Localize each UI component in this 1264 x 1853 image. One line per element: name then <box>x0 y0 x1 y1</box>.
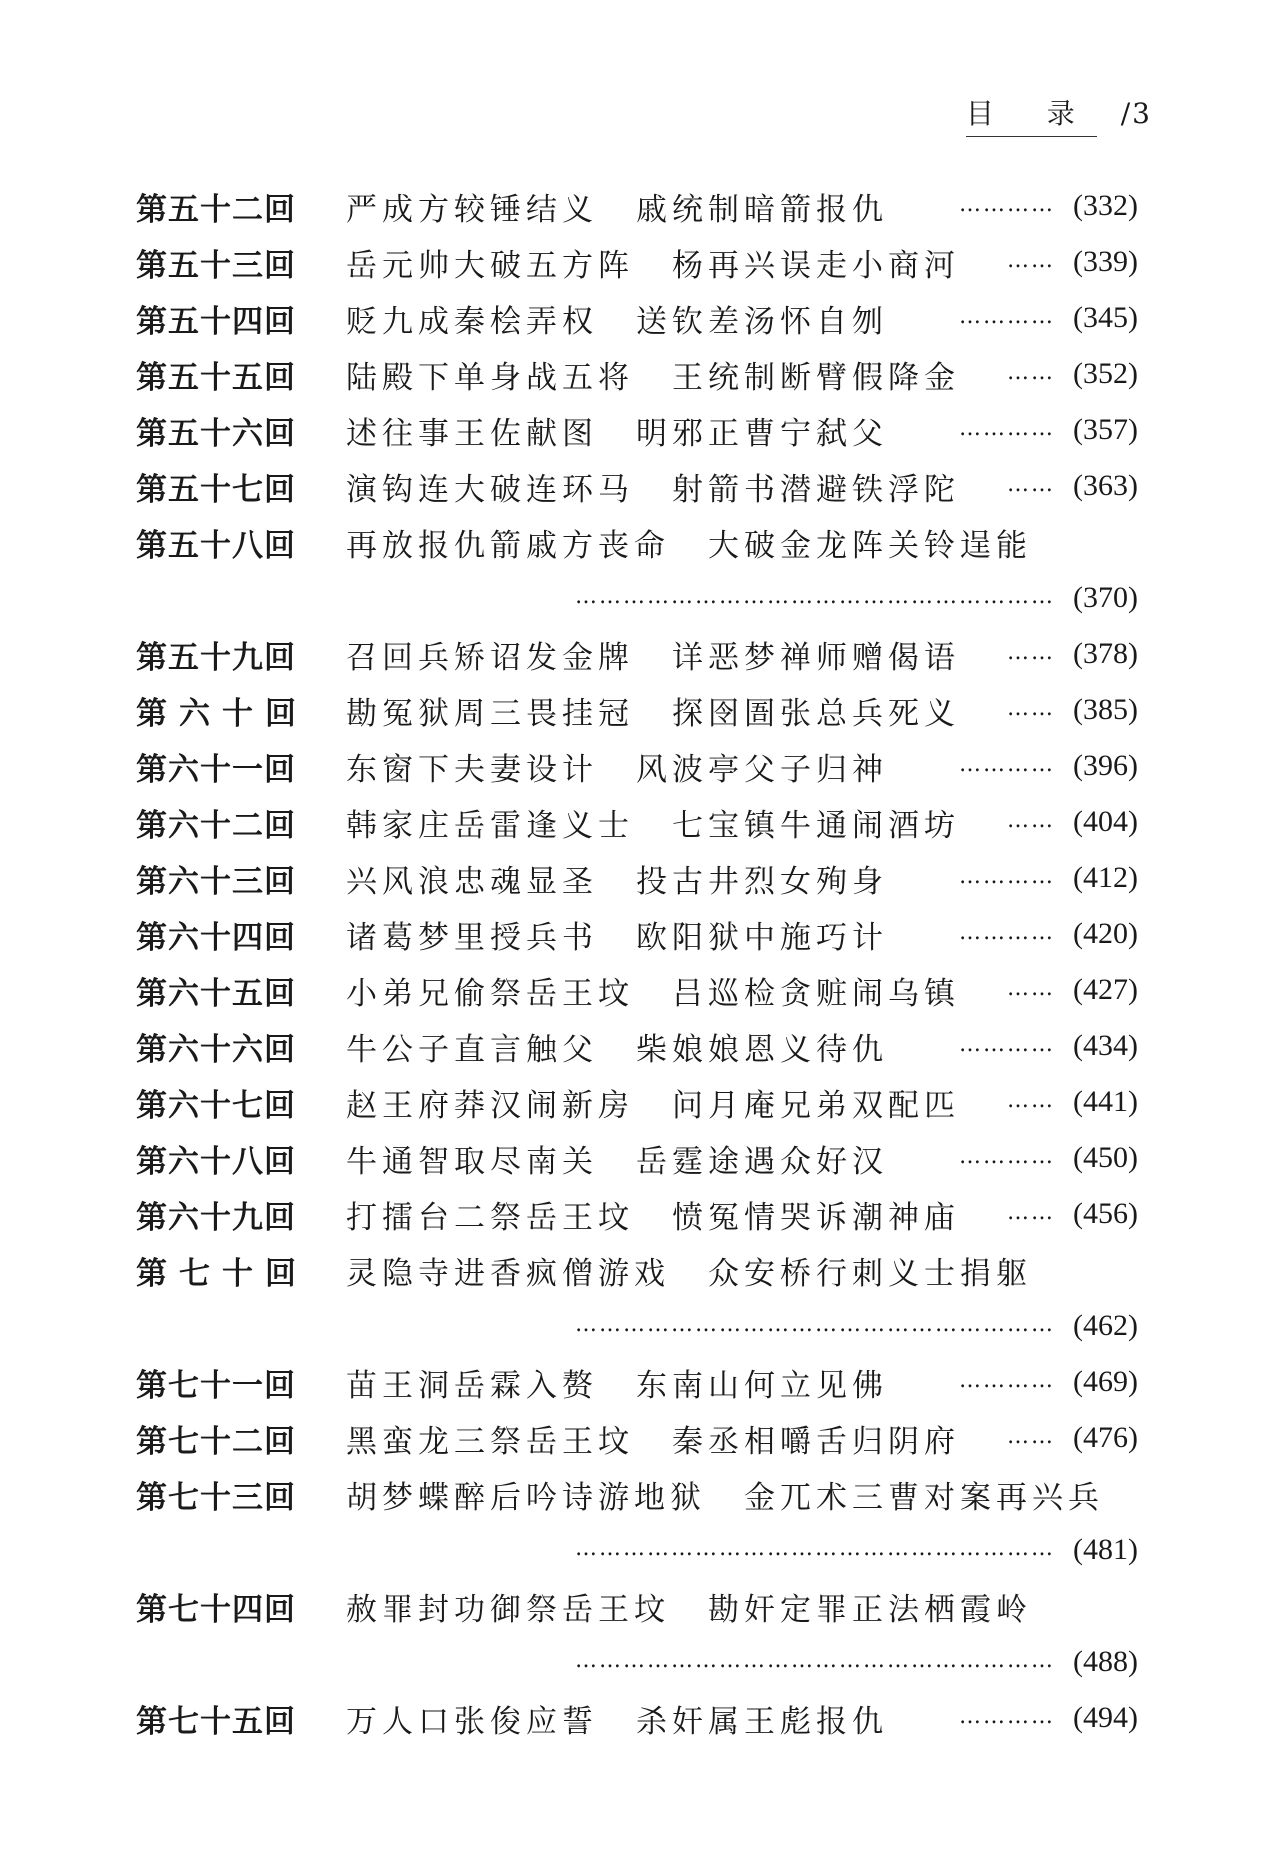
leader-dots: …… <box>1007 471 1056 497</box>
chapter-number: 第五十九回 <box>136 639 296 676</box>
page-ref: (481) <box>1073 1533 1138 1566</box>
leader-dots: …… <box>1007 695 1056 721</box>
chapter-title-1: 苗王洞岳霖入赘 <box>346 1367 598 1404</box>
chapter-title-2: 王统制断臂假降金 <box>672 359 960 396</box>
toc-entry[interactable] <box>136 514 1138 626</box>
chapter-number: 第七十二回 <box>136 1423 296 1460</box>
page-ref: (404) <box>1073 805 1138 838</box>
chapter-title-1: 打擂台二祭岳王坟 <box>346 1199 634 1236</box>
page-ref: (363) <box>1073 469 1138 502</box>
page-ref: (352) <box>1073 357 1138 390</box>
toc-entry[interactable] <box>136 1242 1138 1354</box>
chapter-title-2: 金兀术三曹对案再兴兵 <box>744 1479 1104 1516</box>
chapter-number: 第六十二回 <box>136 807 296 844</box>
page-ref: (456) <box>1073 1197 1138 1230</box>
chapter-number: 第五十七回 <box>136 471 296 508</box>
chapter-title-1: 牛通智取尽南关 <box>346 1143 598 1180</box>
chapter-title-1: 胡梦蝶醉后吟诗游地狱 <box>346 1479 706 1516</box>
leader-dots: …… <box>1007 975 1056 1001</box>
chapter-title-1: 述往事王佐献图 <box>346 415 598 452</box>
chapter-number: 第六十三回 <box>136 863 296 900</box>
chapter-title-1: 岳元帅大破五方阵 <box>346 247 634 284</box>
leader-dots: …… <box>1007 1199 1056 1225</box>
chapter-number: 第六十七回 <box>136 1087 296 1124</box>
toc-entry[interactable] <box>136 290 1138 346</box>
chapter-title-2: 送钦差汤怀自刎 <box>636 303 888 340</box>
chapter-title-1: 勘冤狱周三畏挂冠 <box>346 695 634 732</box>
table-of-contents <box>136 178 1138 1746</box>
chapter-title-1: 诸葛梦里授兵书 <box>346 919 598 956</box>
page-ref: (427) <box>1073 973 1138 1006</box>
page-ref: (469) <box>1073 1365 1138 1398</box>
toc-entry[interactable] <box>136 626 1138 682</box>
chapter-title-2: 杀奸属王彪报仇 <box>636 1703 888 1740</box>
leader-dots: ………… <box>959 303 1056 329</box>
chapter-number: 第五十二回 <box>136 191 296 228</box>
leader-dots: …… <box>1007 639 1056 665</box>
chapter-title-1: 小弟兄偷祭岳王坟 <box>346 975 634 1012</box>
leader-dots: ………… <box>959 751 1056 777</box>
chapter-title-2: 射箭书潜避铁浮陀 <box>672 471 960 508</box>
page-number: /3 <box>1120 97 1152 130</box>
chapter-title-2: 详恶梦禅师赠偈语 <box>672 639 960 676</box>
toc-entry[interactable] <box>136 1410 1138 1466</box>
chapter-title-2: 明邪正曹宁弑父 <box>636 415 888 452</box>
chapter-title-1: 东窗下夫妻设计 <box>346 751 598 788</box>
leader-dots: ………… <box>959 1143 1056 1169</box>
toc-entry[interactable] <box>136 1018 1138 1074</box>
page-ref: (462) <box>1073 1309 1138 1342</box>
chapter-number: 第六十回 <box>136 695 308 732</box>
chapter-title-2: 杨再兴误走小商河 <box>672 247 960 284</box>
page-ref: (420) <box>1073 917 1138 950</box>
toc-entry[interactable] <box>136 850 1138 906</box>
page-ref: (488) <box>1073 1645 1138 1678</box>
toc-entry[interactable] <box>136 738 1138 794</box>
toc-entry[interactable] <box>136 458 1138 514</box>
leader-dots: ………… <box>959 1367 1056 1393</box>
chapter-number: 第五十四回 <box>136 303 296 340</box>
chapter-title-2: 勘奸定罪正法栖霞岭 <box>708 1591 1032 1628</box>
chapter-number: 第五十五回 <box>136 359 296 396</box>
page-ref: (476) <box>1073 1421 1138 1454</box>
chapter-title-2: 戚统制暗箭报仇 <box>636 191 888 228</box>
chapter-number: 第六十八回 <box>136 1143 296 1180</box>
toc-entry[interactable] <box>136 402 1138 458</box>
leader-dots: …………………………………………………… <box>575 1311 1056 1337</box>
leader-dots: ………… <box>959 919 1056 945</box>
chapter-title-2: 秦丞相嚼舌归阴府 <box>672 1423 960 1460</box>
chapter-title-1: 黑蛮龙三祭岳王坟 <box>346 1423 634 1460</box>
chapter-title-2: 愤冤情哭诉潮神庙 <box>672 1199 960 1236</box>
leader-dots: …… <box>1007 807 1056 833</box>
toc-entry[interactable] <box>136 1578 1138 1690</box>
chapter-number: 第六十九回 <box>136 1199 296 1236</box>
chapter-number: 第七十一回 <box>136 1367 296 1404</box>
chapter-title-1: 严成方较锤结义 <box>346 191 598 228</box>
leader-dots: ………… <box>959 415 1056 441</box>
leader-dots: ………… <box>959 1703 1056 1729</box>
page-ref: (412) <box>1073 861 1138 894</box>
chapter-title-2: 众安桥行刺义士捐躯 <box>708 1255 1032 1292</box>
chapter-title-2: 大破金龙阵关铃逞能 <box>708 527 1032 564</box>
leader-dots: …………………………………………………… <box>575 583 1056 609</box>
chapter-title-2: 投古井烈女殉身 <box>636 863 888 900</box>
page-ref: (441) <box>1073 1085 1138 1118</box>
toc-entry[interactable] <box>136 1130 1138 1186</box>
chapter-number: 第六十四回 <box>136 919 296 956</box>
page-ref: (378) <box>1073 637 1138 670</box>
toc-entry[interactable] <box>136 1074 1138 1130</box>
page-ref: (339) <box>1073 245 1138 278</box>
leader-dots: …… <box>1007 359 1056 385</box>
page-ref: (357) <box>1073 413 1138 446</box>
chapter-title-2: 探囹圄张总兵死义 <box>672 695 960 732</box>
toc-entry[interactable] <box>136 906 1138 962</box>
chapter-title-2: 岳霆途遇众好汉 <box>636 1143 888 1180</box>
toc-entry[interactable] <box>136 234 1138 290</box>
toc-entry[interactable] <box>136 794 1138 850</box>
toc-entry[interactable] <box>136 178 1138 234</box>
leader-dots: ………… <box>959 191 1056 217</box>
chapter-title-1: 万人口张俊应誓 <box>346 1703 598 1740</box>
chapter-title-1: 赦罪封功御祭岳王坟 <box>346 1591 670 1628</box>
page-header <box>966 92 1152 137</box>
leader-dots: ………… <box>959 1031 1056 1057</box>
chapter-title-1: 陆殿下单身战五将 <box>346 359 634 396</box>
page-ref: (345) <box>1073 301 1138 334</box>
page-ref: (434) <box>1073 1029 1138 1062</box>
chapter-title-2: 东南山何立见佛 <box>636 1367 888 1404</box>
chapter-title-2: 问月庵兄弟双配匹 <box>672 1087 960 1124</box>
chapter-title-2: 欧阳狱中施巧计 <box>636 919 888 956</box>
leader-dots: …… <box>1007 1423 1056 1449</box>
page-ref: (332) <box>1073 189 1138 222</box>
leader-dots: …………………………………………………… <box>575 1647 1056 1673</box>
chapter-number: 第六十一回 <box>136 751 296 788</box>
page-ref: (385) <box>1073 693 1138 726</box>
chapter-title-1: 灵隐寺进香疯僧游戏 <box>346 1255 670 1292</box>
chapter-number: 第六十五回 <box>136 975 296 1012</box>
chapter-title-1: 演钩连大破连环马 <box>346 471 634 508</box>
toc-entry[interactable] <box>136 1466 1138 1578</box>
chapter-title-1: 赵王府莽汉闹新房 <box>346 1087 634 1124</box>
toc-entry[interactable] <box>136 1186 1138 1242</box>
chapter-title-1: 韩家庄岳雷逢义士 <box>346 807 634 844</box>
chapter-number: 第六十六回 <box>136 1031 296 1068</box>
chapter-number: 第五十六回 <box>136 415 296 452</box>
chapter-title-1: 贬九成秦桧弄权 <box>346 303 598 340</box>
chapter-title-2: 吕巡检贪赃闹乌镇 <box>672 975 960 1012</box>
toc-entry[interactable] <box>136 962 1138 1018</box>
leader-dots: …… <box>1007 247 1056 273</box>
leader-dots: …………………………………………………… <box>575 1535 1056 1561</box>
chapter-number: 第五十八回 <box>136 527 296 564</box>
chapter-number: 第七十三回 <box>136 1479 296 1516</box>
chapter-number: 第七十五回 <box>136 1703 296 1740</box>
chapter-title-1: 牛公子直言触父 <box>346 1031 598 1068</box>
page-ref: (450) <box>1073 1141 1138 1174</box>
chapter-title-1: 兴风浪忠魂显圣 <box>346 863 598 900</box>
chapter-title-2: 柴娘娘恩义待仇 <box>636 1031 888 1068</box>
page-ref: (370) <box>1073 581 1138 614</box>
toc-entry[interactable] <box>136 1690 1138 1746</box>
chapter-title-1: 再放报仇箭戚方丧命 <box>346 527 670 564</box>
leader-dots: …… <box>1007 1087 1056 1113</box>
chapter-title-2: 风波亭父子归神 <box>636 751 888 788</box>
chapter-title-2: 七宝镇牛通闹酒坊 <box>672 807 960 844</box>
chapter-title-1: 召回兵矫诏发金牌 <box>346 639 634 676</box>
header-title: 目 录 <box>966 92 1097 137</box>
toc-entry[interactable] <box>136 1354 1138 1410</box>
chapter-number: 第七十四回 <box>136 1591 296 1628</box>
toc-entry[interactable] <box>136 682 1138 738</box>
page-ref: (396) <box>1073 749 1138 782</box>
toc-entry[interactable] <box>136 346 1138 402</box>
page-ref: (494) <box>1073 1701 1138 1734</box>
chapter-number: 第五十三回 <box>136 247 296 284</box>
chapter-number: 第七十回 <box>136 1255 308 1292</box>
leader-dots: ………… <box>959 863 1056 889</box>
